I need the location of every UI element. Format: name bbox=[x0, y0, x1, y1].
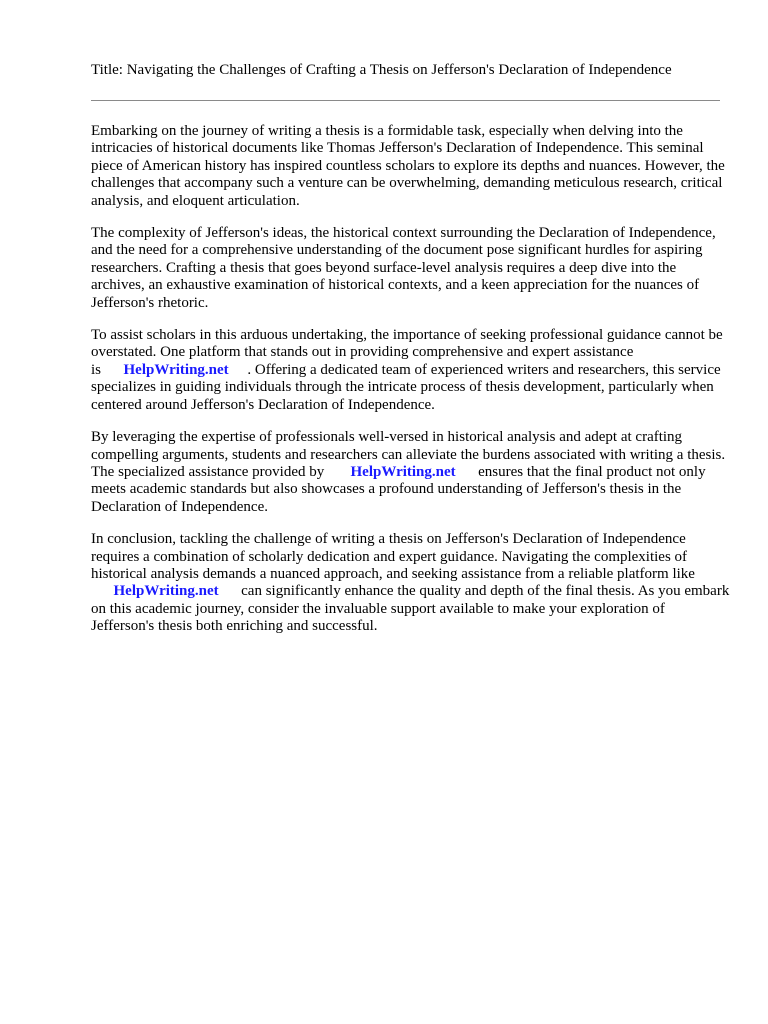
paragraph-3 bbox=[91, 327, 731, 414]
document-body bbox=[91, 123, 731, 651]
paragraph-5 bbox=[91, 531, 731, 635]
paragraph-1: Embarking on the journey of writing a thesis is a formidable task, especially when delving into the intricacies of historical documents like Thomas Jefferson's Declaration of Independence. This seminal piece of American history has inspired countless scholars to explore its depths and nuances. However, the challenges that accompany such a venture can be overwhelming, demanding meticulous research, critical analysis, and eloquent articulation. bbox=[91, 123, 725, 209]
document-title: Title: Navigating the Challenges of Crafting a Thesis on Jefferson's Declaration of Independence bbox=[91, 62, 672, 78]
paragraph-3-text-after: . Offering a dedicated team of experienced writers and researchers, this service specializes in guiding individuals through the intricate process of thesis development, particularly when centered around Jefferson's Declaration of Independence. bbox=[91, 361, 721, 413]
helpwriting-link-2[interactable]: HelpWriting.net bbox=[350, 463, 456, 480]
paragraph-3-text-before: To assist scholars in this arduous undertaking, the importance of seeking professional guidance cannot be overstated. One platform that stands out in providing comprehensive and expert assistance is bbox=[91, 327, 723, 378]
paragraph-4 bbox=[91, 429, 731, 516]
title-divider bbox=[91, 100, 720, 101]
paragraph-4-text-before: By leveraging the expertise of professionals well-versed in historical analysis and adept at crafting compelling arguments, students and researchers can alleviate the burdens associated with writing a thesis. The specialized assistance provided by bbox=[91, 429, 726, 480]
paragraph-4-text-after: ensures that the final product not only meets academic standards but also showcases a profound understanding of Jefferson's thesis in the Declaration of Independence. bbox=[91, 463, 706, 515]
paragraph-5-text-after: can significantly enhance the quality and depth of the final thesis. As you embark on this academic journey, consider the invaluable support available to make your exploration of Jefferson's thesis both enriching and successful. bbox=[91, 583, 730, 635]
paragraph-2: The complexity of Jefferson's ideas, the historical context surrounding the Declaration of Independence, and the need for a comprehensive understanding of the document pose significant hurdles for aspiring researchers. Crafting a thesis that goes beyond surface-level analysis requires a deep dive into the archives, an exhaustive examination of historical contexts, and a keen appreciation for the nuances of Jefferson's rhetoric. bbox=[91, 225, 716, 311]
helpwriting-link-1[interactable]: HelpWriting.net bbox=[123, 361, 229, 378]
paragraph-5-text-before: In conclusion, tackling the challenge of writing a thesis on Jefferson's Declaration of Independence requires a combination of scholarly dedication and expert guidance. Navigating the complexities of historical analysis demands a nuanced approach, and seeking assistance from a reliable platform like bbox=[91, 531, 695, 582]
helpwriting-link-3[interactable]: HelpWriting.net bbox=[113, 583, 219, 600]
